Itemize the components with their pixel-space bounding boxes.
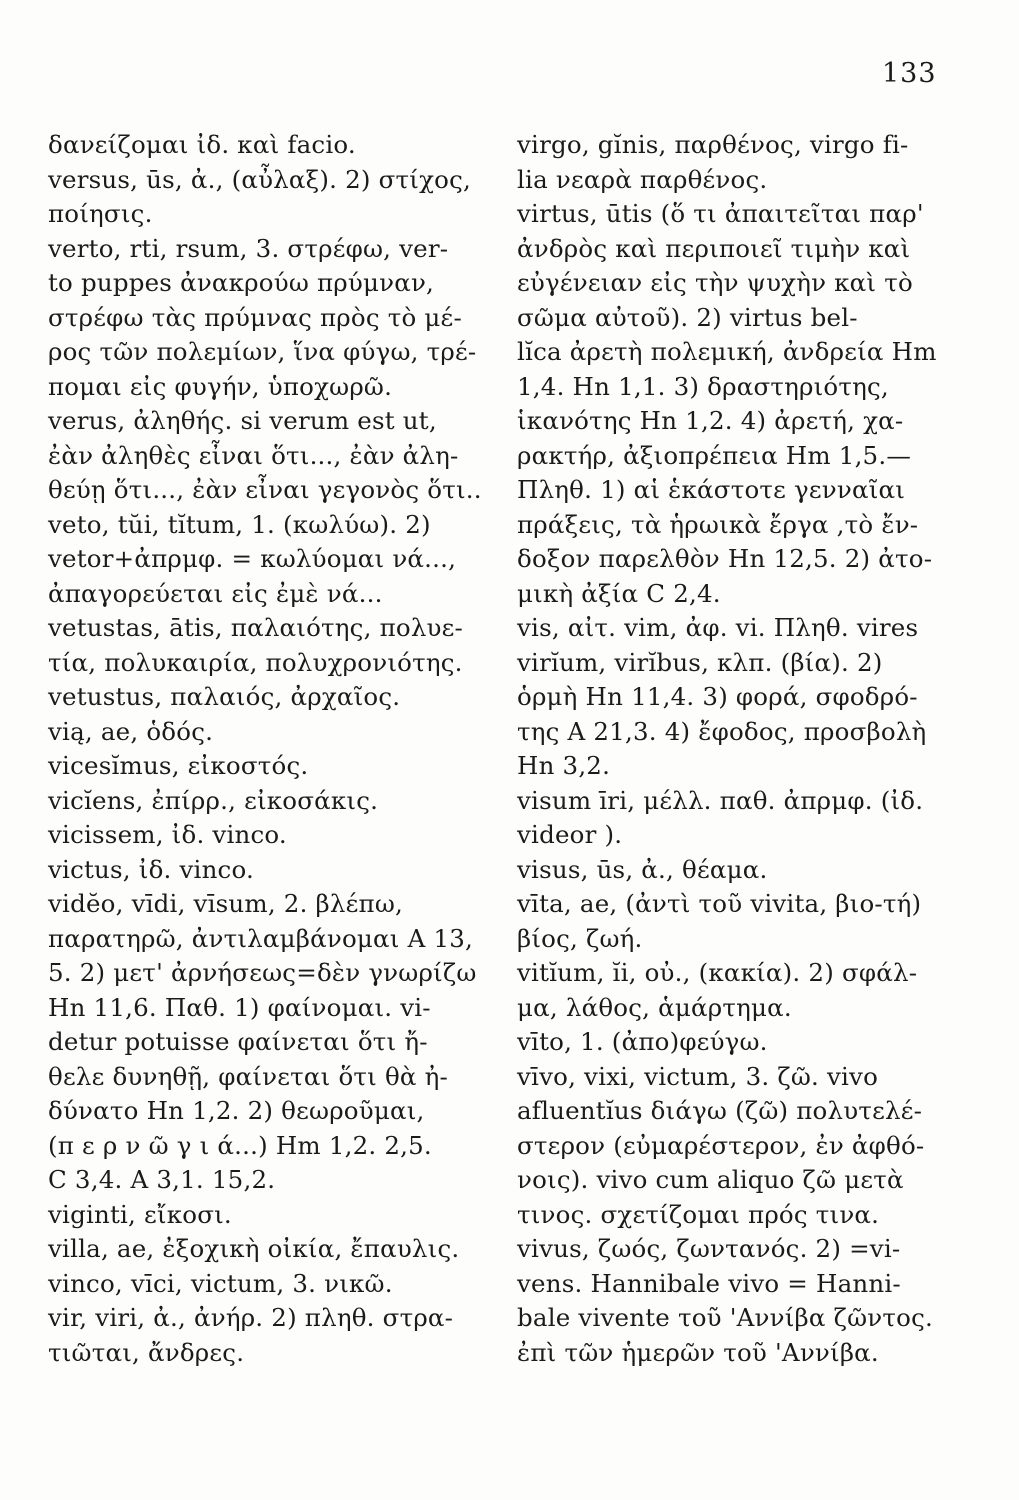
dictionary-line: vetustas, ātis, παλαιότης, πολυε- bbox=[48, 613, 464, 642]
dictionary-line: (π ε ρ ν ῶ γ ι ά...) Hm 1,2. 2,5. bbox=[48, 1130, 432, 1160]
dictionary-line: τία, πολυκαιρία, πολυχρονιότης. bbox=[48, 647, 463, 677]
dictionary-line: δοξον παρελθὸν Hn 12,5. 2) ἀτο- bbox=[517, 544, 933, 573]
dictionary-line: afluentĭus διάγω (ζῶ) πολυτελέ- bbox=[517, 1096, 923, 1125]
dictionary-line: versus, ūs, ἀ., (αὖλαξ). 2) στίχος, bbox=[48, 164, 472, 194]
dictionary-line: παρατηρῶ, ἀντιλαμβάνομαι Α 13, bbox=[48, 923, 474, 953]
dictionary-line: μα, λάθος, ἁμάρτημα. bbox=[517, 992, 792, 1022]
dictionary-line: vitĭum, ĭi, οὐ., (κακία). 2) σφάλ- bbox=[517, 958, 918, 987]
dictionary-line: vicesĭmus, εἰκοστός. bbox=[48, 751, 309, 780]
dictionary-line: bale vivente τοῦ 'Αννίβα ζῶντος. bbox=[517, 1303, 934, 1332]
dictionary-line: πομαι εἰς φυγήν, ὑποχωρῶ. bbox=[48, 371, 393, 401]
dictionary-line: τινος. σχετίζομαι πρός τινα. bbox=[517, 1199, 880, 1229]
dictionary-line: ρακτήρ, ἀξιοπρέπεια Hm 1,5.— bbox=[517, 440, 912, 470]
dictionary-line: ἱκανότης Hn 1,2. 4) ἀρετή, χα- bbox=[517, 406, 904, 435]
dictionary-line: victus, ἰδ. vinco. bbox=[48, 854, 254, 884]
dictionary-line: vivus, ζωός, ζωντανός. 2) =vi- bbox=[517, 1234, 901, 1263]
dictionary-line: verto, rti, rsum, 3. στρέφω, ver- bbox=[48, 233, 449, 263]
dictionary-line: της A 21,3. 4) ἔφοδος, προσβολὴ bbox=[517, 716, 927, 746]
dictionary-line: εὐγένειαν εἰς τὴν ψυχὴν καὶ τὸ bbox=[517, 268, 913, 297]
dictionary-line: ὁρμὴ Hn 11,4. 3) φορά, σφοδρό- bbox=[517, 682, 918, 711]
dictionary-line: Hn 11,6. Παθ. 1) φαίνομαι. vi- bbox=[48, 992, 431, 1022]
dictionary-line: vis, αἰτ. vim, ἀφ. vi. Πληθ. vires bbox=[517, 613, 919, 642]
dictionary-line: δανείζομαι ἰδ. καὶ facio. bbox=[48, 130, 356, 159]
dictionary-line: τιῶται, ἄνδρες. bbox=[48, 1337, 245, 1367]
dictionary-line: visus, ūs, ἀ., θέαμα. bbox=[517, 854, 768, 884]
page-number: 133 bbox=[882, 58, 937, 89]
dictionary-line: vicĭens, ἐπίρρ., εἰκοσάκις. bbox=[48, 785, 379, 815]
dictionary-line: ἐὰν ἀληθὲς εἶναι ὅτι..., ἐὰν ἀλη- bbox=[48, 440, 459, 470]
dictionary-line: ἀπαγορεύεται εἰς ἐμὲ νά... bbox=[48, 578, 383, 608]
dictionary-line: πράξεις, τὰ ἡρωικὰ ἔργα ,τὸ ἔν- bbox=[517, 509, 919, 539]
dictionary-line: ποίησις. bbox=[48, 199, 153, 228]
dictionary-line: 1,4. Hn 1,1. 3) δραστηριότης, bbox=[517, 371, 889, 401]
dictionary-line: visum īri, μέλλ. παθ. ἀπρμφ. (ἰδ. bbox=[517, 785, 924, 815]
dictionary-line: virtus, ūtis (ὅ τι ἀπαιτεῖται παρ' bbox=[517, 199, 924, 228]
dictionary-line: lia νεαρὰ παρθένος. bbox=[517, 164, 768, 194]
dictionary-line: βίος, ζωή. bbox=[517, 923, 643, 953]
dictionary-line: vetustus, παλαιός, ἀρχαῖος. bbox=[48, 682, 401, 711]
dictionary-line: 5. 2) μετ' ἀρνήσεως=δὲν γνωρίζω bbox=[48, 958, 477, 987]
dictionary-line: videor ). bbox=[517, 820, 623, 849]
dictionary-line: villa, ae, ἐξοχικὴ οἰκία, ἔπαυλις. bbox=[48, 1234, 460, 1263]
dictionary-line: vīvo, vixi, victum, 3. ζῶ. vivo bbox=[517, 1061, 879, 1091]
dictionary-line: veto, tŭi, tĭtum, 1. (κωλύω). 2) bbox=[48, 509, 431, 539]
dictionary-line: δύνατο Hn 1,2. 2) θεωροῦμαι, bbox=[48, 1096, 425, 1125]
dictionary-line: detur potuisse φαίνεται ὅτι ἤ- bbox=[48, 1027, 428, 1056]
dictionary-line: νοις). vivo cum aliquo ζῶ μετὰ bbox=[517, 1165, 904, 1194]
dictionary-line: vetor+ἀπρμφ. = κωλύομαι νά..., bbox=[48, 544, 457, 573]
dictionary-line: C 3,4. A 3,1. 15,2. bbox=[48, 1165, 276, 1194]
dictionary-line: vinco, vīci, victum, 3. νικῶ. bbox=[48, 1268, 393, 1298]
dictionary-line: viginti, εἴκοσι. bbox=[48, 1199, 232, 1229]
dictionary-line: στρέφω τὰς πρύμνας πρὸς τὸ μέ- bbox=[48, 302, 462, 332]
dictionary-line: θελε δυνηθῇ, φαίνεται ὅτι θὰ ἠ- bbox=[48, 1061, 448, 1091]
dictionary-line: vīto, 1. (ἀπο)φεύγω. bbox=[517, 1027, 768, 1056]
left-column bbox=[48, 128, 494, 1370]
dictionary-line: to puppes ἀνακρούω πρύμναν, bbox=[48, 268, 435, 297]
dictionary-line: verus, ἀληθής. si verum est ut, bbox=[48, 406, 437, 435]
dictionary-line: vens. Hannibale vivo = Hanni- bbox=[517, 1268, 901, 1298]
dictionary-line: vicissem, ἰδ. vinco. bbox=[48, 820, 287, 849]
dictionary-line: Hn 3,2. bbox=[517, 751, 611, 780]
dictionary-line: σῶμα αὐτοῦ). 2) virtus bel- bbox=[517, 302, 858, 332]
dictionary-line: lĭca ἀρετὴ πολεμική, ἀνδρεία Hm bbox=[517, 337, 937, 366]
dictionary-line: στερον (εὐμαρέστερον, ἐν ἀφθό- bbox=[517, 1130, 925, 1160]
dictionary-line: vir, viri, ἀ., ἀνήρ. 2) πληθ. στρα- bbox=[48, 1303, 454, 1332]
dictionary-line: vią, ae, ὁδός. bbox=[48, 716, 214, 746]
dictionary-line: θεύῃ ὅτι..., ἐὰν εἶναι γεγονὸς ὅτι.. bbox=[48, 475, 482, 504]
dictionary-line: virĭum, virĭbus, κλπ. (βία). 2) bbox=[517, 647, 883, 677]
dictionary-line: ρος τῶν πολεμίων, ἵνα φύγω, τρέ- bbox=[48, 337, 477, 366]
dictionary-line: virgo, gĭnis, παρθένος, virgo fi- bbox=[517, 130, 909, 159]
dictionary-line: vīta, ae, (ἀντὶ τοῦ vivita, βιο-τή) bbox=[517, 889, 922, 918]
dictionary-line: ἀνδρὸς καὶ περιποιεῖ τιμὴν καὶ bbox=[517, 233, 911, 263]
dictionary-line: vidĕo, vīdi, vīsum, 2. βλέπω, bbox=[48, 889, 404, 918]
dictionary-line: ἐπὶ τῶν ἡμερῶν τοῦ 'Αννίβα. bbox=[517, 1337, 879, 1367]
dictionary-line: μικὴ ἀξία C 2,4. bbox=[517, 578, 721, 608]
right-column bbox=[517, 128, 977, 1370]
dictionary-line: Πληθ. 1) αἱ ἑκάστοτε γενναῖαι bbox=[517, 475, 906, 504]
